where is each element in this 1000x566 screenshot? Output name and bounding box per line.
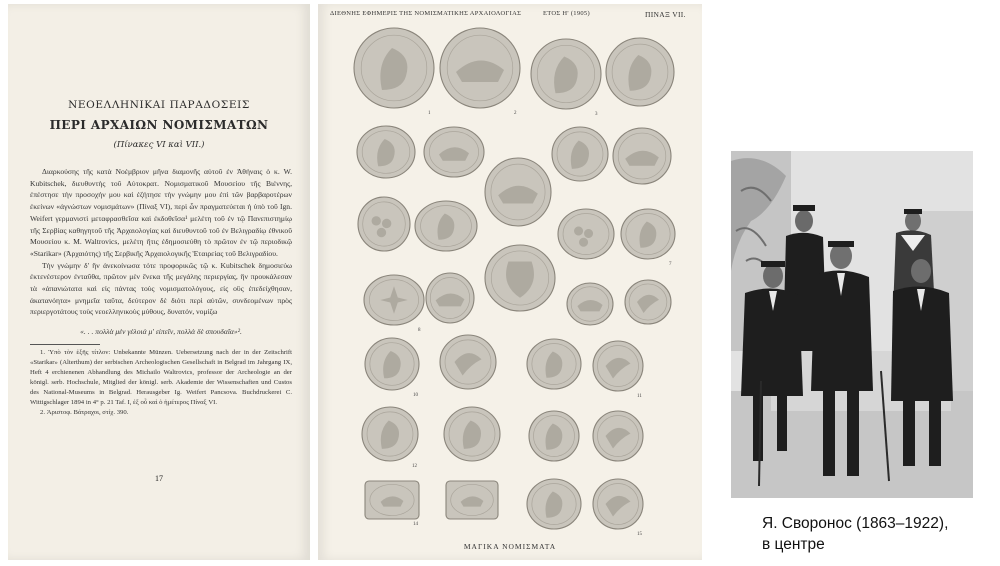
coin-bird: [625, 280, 671, 324]
coin-head: [529, 411, 579, 461]
coin-animal: [613, 128, 671, 184]
footnote: 2. Ἀριστοφ. Βάτραχοι, στίχ. 390.: [40, 408, 129, 416]
coin-number-label: 12: [412, 464, 417, 469]
coin-animal: [485, 158, 551, 226]
article-body: [30, 166, 292, 418]
photo-caption-line: Я. Сворoнос (1863–1922),: [762, 515, 949, 532]
left-book-page: [8, 4, 310, 560]
footnotes: [30, 348, 292, 418]
coin-chariot: [440, 28, 520, 116]
coin-number-label: 1: [428, 111, 431, 116]
coin-number-label: 8: [418, 328, 421, 333]
coin-bust: [527, 339, 581, 389]
coin-number-label: 14: [413, 522, 418, 527]
coin-bird: [593, 411, 643, 461]
coin-number-label: 7: [669, 262, 672, 267]
coin-animal: [426, 273, 474, 323]
coin-legend: [552, 127, 608, 181]
coin-horse: [621, 209, 675, 267]
coin-head: [365, 338, 419, 398]
body-paragraph: Διαρκούσης τῆς κατὰ Νοέμβριον μῆνα διαμονῆς αὐτοῦ ἐν Ἀθήναις ὁ κ. W. Kubitschek, διευθυντὴς τοῦ Αὐτοκρατ. Νομισματικοῦ Μουσείου τῆς Βιέννης, ἐπέστησε τὴν προσοχήν μου καὶ ἐζήτησε τὴν γνώμην μου ἐπὶ τῶν βαρβαροτέρων ἐκείνων «ἀγνώστων νομισμάτων» (Πίναξ VI), περὶ ὧν πραγματεύεται ἡ ὑπὸ τοῦ Ign. Weifert γερμανιστὶ μεταφρασθεῖσα καὶ ἐκδοθεῖσα¹ μελέτη τοῦ ἐν τῷ Πανεπιστημίῳ τῆς Σερβίας καθηγητοῦ τῆς Ἀρχαιολογίας καὶ διευθυντοῦ τοῦ ἐν Βελιγραδίῳ ἐθνικοῦ Μουσείου κ. M. Waltrovics, μελέτη ἥτις ἐδημοσιεύθη τὸ πρῶτον ἐν τῷ περιοδικῷ «Starikar» (Ἀρχαιότης) τῆς Σερβικῆς Ἀρχαιολογικῆς Ἑταιρείας τοῦ Βελιγραδίου.: [30, 167, 292, 258]
coin-face: [531, 39, 601, 117]
coin-grapes: [358, 197, 410, 251]
coin-animal: [446, 481, 498, 519]
body-paragraph: Τὴν γνώμην δ' ἣν ἀνεκοίνωσα τότε προφορικῶς τῷ κ. Kubitschek δημοσιεύω ἐκτενέστερον ἐνταῦθα, πρῶτον μὲν ἕνεκα τῆς μεγάλης περιεργίας, ἣν προυκάλεσαν τὰ «ἀπανιώτατα καὶ εἰς πάντας τοὺς νομισματολόγους, εἰς οὓς ἐπεδείχθησαν, ἀκατανόητα» μνημεῖα ταῦτα, δεύτερον δὲ διότι περὶ αὐτῶν, συνδεομένων πρὸς περιεργοτάτους τοὺς νεοελληνικοὺς μύθους, δυνατόν, νομίζω: [30, 260, 292, 317]
article-title: ΠΕΡΙ ΑΡΧΑΙΩΝ ΝΟΜΙΣΜΑΤΩΝ: [49, 118, 269, 132]
coin-animal: [424, 127, 484, 177]
coin-plate-page: [318, 4, 702, 560]
chapter-heading: ΝΕΟΕΛΛΗΝΙΚΑΙ ΠΑΡΑΔΟΣΕΙΣ: [68, 99, 250, 111]
coin-legend: [357, 126, 415, 178]
footnote-divider: [30, 344, 100, 345]
coin-figure: [444, 407, 500, 461]
coin-number-label: 10: [413, 393, 418, 398]
photo-caption: [762, 513, 998, 555]
coin-number-label: 2: [514, 111, 517, 116]
coin-horse: [415, 201, 477, 251]
coin-head: [362, 407, 418, 469]
plate-year: ΕΤΟΣ Η' (1905): [543, 10, 590, 17]
quote-line: «. . . πολλὰ μὲν γέλοιά μ' εἰπεῖν, πολλὰ δὲ σπουδαῖα»².: [80, 327, 242, 337]
group-photo-illustration: [731, 151, 973, 498]
coin-bird: [593, 479, 643, 537]
coin-head: [527, 479, 581, 529]
group-photo: [731, 151, 973, 498]
coin-bird: [440, 335, 496, 389]
coin-animal: [365, 481, 419, 527]
coin-number-label: 15: [637, 532, 642, 537]
coin-grid: [318, 4, 702, 560]
article-subtitle: (Πίνακες VI καὶ VII.): [113, 140, 205, 150]
plate-journal-title: ΔΙΕΘΝΗΣ ΕΦΗΜΕΡΙΣ ΤΗΣ ΝΟΜΙΣΜΑΤΙΚΗΣ ΑΡΧΑΙΟΛΟΓΙΑΣ: [330, 10, 522, 17]
coin-star: [364, 275, 424, 333]
footnote: 1. Ὑπὸ τὸν ἑξῆς τίτλον: Unbekannte Münzen. Uebersetzung nach der in der Zeitschrift «Starikar» (Alterthum) der serbischen Archeologischen Gesellschaft in Belgrad im Jahrgang IX, Heft 4 erchienenen Abhandlung des Michailo Waltrovics, professor der Archeologie an der königl. serb. Hochschule, Mitglied der königl. serb. Akademie der Wissenschaften und Custos des National-Museums in Belgrad. Herausgeber Ig. Weifert Pancsova. Buchdruckerei C. Wittigschlager 1894 in 4° p. 21 Taf. I, ἐξ οὗ καὶ ὁ ἡμέτερος Πίναξ VI.: [30, 348, 292, 406]
coin-bird: [593, 341, 643, 399]
photo-caption-line: в центре: [762, 536, 825, 553]
plate-number: ΠΙΝΑΞ VII.: [645, 10, 686, 19]
coin-animal: [567, 283, 613, 325]
coin-number-label: 3: [595, 112, 598, 117]
coin-number-label: 11: [637, 394, 642, 399]
coin-figure: [606, 38, 674, 106]
plate-caption: ΜΑΓΙΚΑ ΝΟΜΙΣΜΑΤΑ: [463, 542, 557, 551]
page-number: 17: [155, 474, 163, 483]
coin-bust: [354, 28, 434, 116]
coin-grapes: [558, 209, 614, 259]
coin-vessel: [485, 245, 555, 311]
